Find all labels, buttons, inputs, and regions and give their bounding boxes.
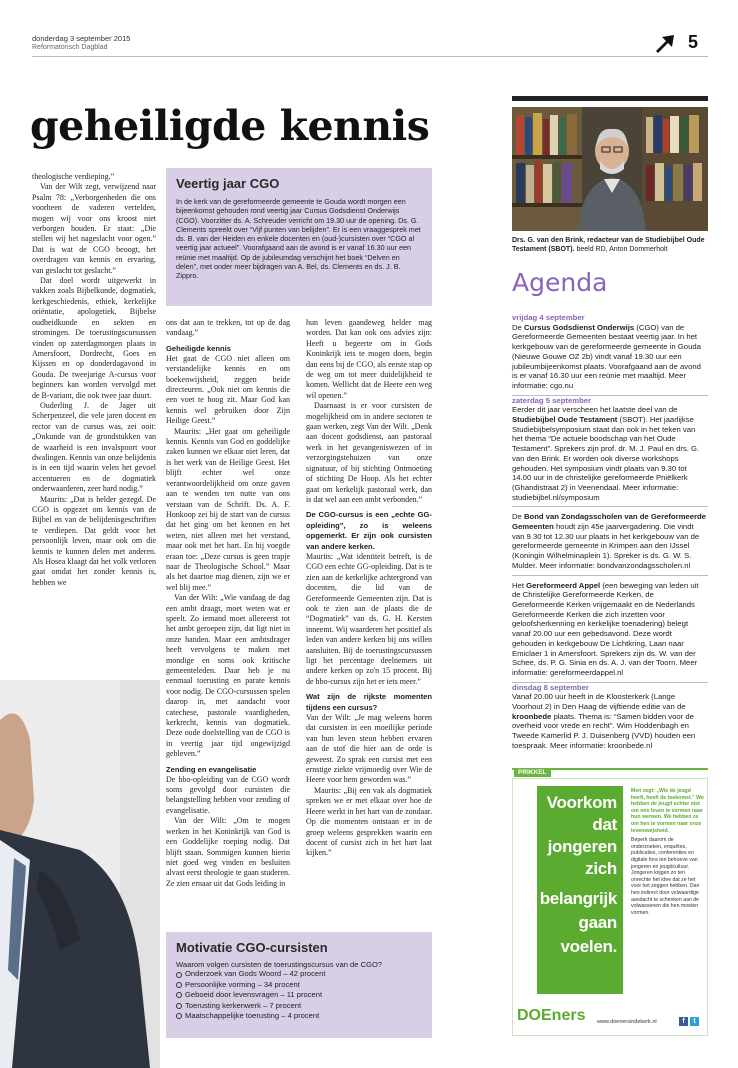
ad-slogan-word: gaan — [578, 913, 617, 932]
paragraph: Maurits: „Het gaat om geheiligde kennis. Kennis van God en goddelijke zaken kunnen we elkaar niet leren, dat is het werk van de Heilige Geest. Het blijft echter wel onze verantwoordelijkheid om onze gaven aan te wenden ten nutte van ons verstaan van de Schrift. Ds. A. F. Honkoop zei bij de start van de cursus dat het ging om het kennen en het weten, niet alleen met het verstand, maar ook met het hart. En hij voegde eraan toe: „Deze cursus is geen trapje naar de Theologische School.” Maar als het daartoe mag dienen, zijn we er wel blij mee.” — [166, 426, 290, 592]
info-box-veertig-jaar — [166, 168, 432, 306]
circle-bullet-icon — [176, 972, 182, 978]
question-bold: De CGO-cursus is een „echte GG-opleiding”, zo is weleens opgemerkt. Er zijn ook cursisten van andere kerken. — [306, 510, 432, 551]
ad-social-icons — [679, 1017, 699, 1026]
agenda-text: Vanaf 20.00 uur heeft in de Kloosterkerk (Lange Voorhout 2) in Den Haag de vijftiende editie van de kroonbede plaats. Thema is: “Samen bidden voor de overheid voor vrede en recht”. Wim Hoddenbagh en Tweede Kamerlid P. J. Duisenberg (VVD) houden een toespraak. Meer informatie: kroonbede.nl — [512, 692, 696, 750]
ad-slogan-word: zich — [585, 859, 617, 878]
ad-url[interactable]: www.doenersindekerk.nl — [597, 1019, 657, 1025]
paragraph: Van der Wilt: „Je mag weleens horen dat cursisten in een moeilijke periode van hun leven steun hebben ervaren aan de stof die hier aan de orde is geweest. Zo sprak een cursist met een ernstige ziekte vrijmoedig over Wie de Heere voor hem geworden was.” — [306, 713, 432, 785]
box-body: In de kerk van de gereformeerde gemeente te Gouda wordt morgen een bijeenkomst gehouden rond veertig jaar Cursus Godsdienst Onderwijs (CGO). Voorzitter ds. A. Schreuder verricht om 19.30 uur de opening. Ds. G. Clements spreekt over “Vijf punten van belijden”. Er is een vraaggesprek met ds. B. van der Heiden en enkele docenten en (oud-)cursisten over “CGO al veertig jaar actueel”. Voorafgaand aan de avond is er vanaf 16.30 uur een reünie met maaltijd. Op de jubileumdag verschijnt het boek “Delven en delen”, met onder meer bijdragen van A. Bel, ds. Clements en ds. J. B. Zippro. — [176, 197, 421, 281]
ad-body — [631, 788, 705, 916]
agenda-list — [512, 313, 708, 755]
doeners-logo: DOEners — [517, 1007, 586, 1024]
paragraph: Maurits: „Dat is helder gezegd. De CGO is opgezet om kennis van de Bijbel en van de belijdenisgeschriften te verdiepen. Dat geldt voor het persoonlijk leven, maar ook om die kennis te kunnen delen met anderen. Als Hosea klaagt dat het volk verloren gaat omdat het zonder kennis is, hebben we — [32, 494, 156, 587]
paragraph: Van der Wilt zegt, verwijzend naar Psalm 78: „Verborgenheden die ons voorheen de vaderen vertelden, mogen wij voor ons kroost niet verborgen houden. Er staat: „Die stellen wij het nageslacht voor ogen.” Dat is wat de CGO beoogt, het overdragen van kennis en ervaring, van geslacht tot geslacht.” — [32, 182, 156, 275]
agenda-date: dinsdag 8 september — [512, 682, 589, 692]
circle-bullet-icon — [176, 1013, 182, 1019]
header-divider — [32, 56, 708, 57]
agenda-text: De Bond van Zondagsscholen van de Gereformeerde Gemeenten houdt zijn 45e jaarvergadering. Die vindt van 9.30 tot 12.30 uur plaats in het kerkgebouw van de gereformeerde gemeente in Krimpen aan den IJssel (Koningin Wilhelminaplein 1). Spreker is ds. G. W. S. Mulder. Meer informatie: bondvanzondagsscholen.nl — [512, 512, 706, 570]
paragraph: De hbo-opleiding van de CGO wordt soms gevolgd door cursisten die belangstelling hebben voor zending of evangelisatie. — [166, 774, 290, 815]
photo-caption — [512, 236, 708, 254]
paragraph: Het gaat de CGO niet alleen om verstandelijke kennis en om boekenwijsheid, zeggen beide directeuren. „Ook niet om kennis die een voet te hoog zit. Maar God kan kennis wel gebruiken door Zijn Heilige Geest.” — [166, 353, 290, 426]
sidebar-photo-van-den-brink — [512, 107, 708, 231]
circle-bullet-icon — [176, 982, 182, 988]
article-photo-portrait — [0, 680, 160, 1068]
subheading: Zending en evangelisatie — [166, 764, 257, 774]
agenda-entry — [512, 507, 708, 575]
box-title: Veertig jaar CGO — [176, 176, 280, 191]
caption-bold: Drs. G. van den Brink, redacteur van de Studiebijbel Oude Testament (SBOT). — [512, 237, 705, 253]
page-number: 5 — [688, 32, 699, 52]
paragraph: Daarnaast is er voor cursisten de mogelijkheid om in andere sectoren te gaan werken, zegt Van der Wilt. „Denk aan docent godsdienst, aan pastoraal werk in het gevangeniswezen of in verzorgingstehuizen van onze signatuur, of bij stichting Ontmoeting of stichting De Hoop. Als het echter gaat om kerkelijk pastoraal werk, dan is dat wel aan een ambt verbonden.” — [306, 401, 432, 504]
caption-credit: beeld RD, Anton Dommerholt — [576, 246, 668, 253]
agenda-text: Het Gereformeerd Appel (een beweging van leden uit de Christelijke Gereformeerde Kerken, de Gereformeerde Kerken vrijgemaakt en de Nederlands Gereformeerde Kerken die zich inzetten voor geloofsherkenning en kerkelijke toenadering) belegt vanaf 20.00 uur een gebedsavond. Deze wordt gehouden in kerkgebouw De Lichtkring, Laan naar Emiclaer 1 in Amersfoort. Sprekers zijn ds. W. van der Schee, ds. P. G. Sinia en ds. A. J. van der Toorn. Meer informatie: gereformeerdappel.nl — [512, 580, 699, 677]
info-box-motivatie — [166, 932, 432, 1038]
x-arrow-icon — [654, 32, 676, 54]
twitter-icon[interactable]: t — [690, 1017, 699, 1026]
ad-slogan-word: jongeren — [547, 837, 617, 856]
ad-paragraph: Beperk daarom de onderzoeken, enquêtes, publicaties, conferenties en digitale fora ten behoeve van jongeren en jeugdcultuur. Jongeren krijgen zo ten onrechte het idee dat ze het voor het zeggen hebben. Dan hen indirect door volwaardige aandacht te schenken aan de volwassenen die hen moeten vormen. — [631, 837, 700, 916]
subheading: Geheiligde kennis — [166, 343, 231, 353]
paragraph: Maurits: „Bij een vak als dogmatiek spreken we er met elkaar over hoe de Heere werkt in het hart van de zondaar. Op die momenten ontstaan er in de groep weleens gesprekken waarin een docent of cursist zich in het hart laat kijken.” — [306, 785, 432, 858]
paragraph: hun leven gaandeweg helder mag worden. Dat kan ook ons advies zijn: Heeft u begeerte om in Gods Koninkrijk iets te mogen doen, begin dan eens bij de CGO, als eerste stap op de weg om tot meer duidelijkheid te komen. Wellicht dat de Heere een weg wil openen.” — [306, 318, 432, 400]
box-question: Waarom volgen cursisten de toerustingscursus van de CGO? — [176, 960, 383, 969]
prikkel-label: PRIKKEL — [514, 768, 551, 777]
agenda-title: Agenda — [512, 268, 608, 297]
agenda-entry — [512, 576, 708, 683]
paragraph: theologische verdieping.” — [32, 172, 115, 181]
newspaper-name: Reformatorisch Dagblad — [32, 44, 108, 51]
paragraph: Maurits: „Wat identiteit betreft, is de CGO een echte GG-opleiding. Dat is te zien aan de kerkelijke achtergrond van docenten, die lid van de Gereformeerde Gemeenten zijn. Dat is ook te zien aan de plaats die de “Dogmatiek” van ds. G. H. Kersten inneemt. Wij waarderen het positief als leden van andere kerken bij ons willen aansluiten. Bij de toerustingscursussen ligt het percentage deelnemers uit andere kerken op zo'n 15 procent. Bij de hbo-cursus zijn het er iets meer.” — [306, 551, 432, 686]
paragraph: Dat doel wordt uitgewerkt in vakken zoals Bijbelkunde, dogmatiek, kerkgeschiedenis, ethiek, kerkelijke oriëntatie, apologetiek, Bijbelse oudheidkunde en sekten en stromingen. De toerustingscursussen vinden op zaterdagmorgen plaats in Amersfoort, Dordrecht, Goes en Kijssen en op donderdagavond in Gouda. De tweejarige A-cursus voor beginners kan worden vervolgd met de B-variant, die ook twee jaar duurt. — [32, 276, 156, 400]
agenda-entry — [512, 313, 708, 396]
question-bold: Wat zijn de rijkste momenten tijdens een cursus? — [306, 692, 432, 712]
circle-bullet-icon — [176, 992, 182, 998]
motivation-list — [176, 969, 422, 1021]
list-item: Toerusting kerkenwerk – 7 procent — [176, 1001, 422, 1011]
facebook-icon[interactable]: f — [679, 1017, 688, 1026]
sidebar-top-bar — [512, 96, 708, 101]
agenda-text: De Cursus Godsdienst Onderwijs (CGO) van de Gereformeerde Gemeenten bestaat veertig jaar. In het kerkgebouw van de gereformeerde gemeente in Gouda (Nieuwe Gouwe OZ 2b) vindt vanaf 19.30 uur een jubileumbijeenkomst plaats. Voorafgaand aan de avond is er vanaf 16.30 uur een reünie met maaltijd. Meer informatie: cgo.nu — [512, 322, 701, 390]
paragraph: Ouderling J. de Jager uit Scherpenzeel, die vele jaren docent en rector van de cursus was, zei ooit: „Onkunde van de grondstukken van de waarheid is een invalspoort voor dwalingen. Kennis van onze belijdenis is in een tijd waarin velen het gevoel accentueren en de dogmatiek onderwaarderen, zeer hard nodig.” — [32, 400, 156, 494]
agenda-entry — [512, 396, 708, 508]
ad-slogan-word: voelen. — [560, 937, 617, 956]
ad-highlight: Men zegt: „Wie de jeugd heeft, heeft de toekomst.” We hebben de jeugd echter niet om ons leven te vormen naar hun wensen. We hebben ze om hen te vormen naar onze levenswijsheid. — [631, 788, 704, 834]
box-title: Motivatie CGO-cursisten — [176, 940, 328, 955]
agenda-text: Eerder dit jaar verscheen het laatste deel van de Studiebijbel Oude Testament (SBOT). Het jaarlijkse Studiebijbelsymposium staat dan ook in het teken van het thema “De actuele boodschap van het Oude Testament”. Sprekers zijn prof. dr. M. J. Paul en drs. G. van den Brink. Er worden ook diverse workshops gehouden. Het symposium vindt plaats van 9.30 tot 14.00 uur in de christelijke gereformeerde Pniëlkerk (Ghandistraat 2) in Veenendaal. Meer informatie: studiebijbel.nl/symposium — [512, 405, 700, 502]
ad-slogan-word: dat — [592, 815, 617, 834]
list-item: Maatschappelijke toerusting – 4 procent — [176, 1011, 422, 1021]
list-item: Geboeid door levensvragen – 11 procent — [176, 990, 422, 1000]
article-headline: geheiligde kennis — [30, 102, 430, 150]
list-item: Persoonlijke vorming – 34 procent — [176, 980, 422, 990]
circle-bullet-icon — [176, 1003, 182, 1009]
issue-date: donderdag 3 september 2015 — [32, 34, 131, 43]
ad-slogan-word: Voorkom — [546, 793, 617, 812]
article-column-1 — [32, 172, 156, 588]
article-column-2 — [166, 318, 290, 889]
agenda-entry — [512, 683, 708, 755]
agenda-date: zaterdag 5 september — [512, 395, 592, 405]
doeners-advertisement — [512, 778, 708, 1036]
article-column-3 — [306, 318, 432, 859]
ad-green-panel — [537, 786, 623, 994]
paragraph: Van der Wilt: „Om te mogen werken in het Koninkrijk van God is een Goddelijke roeping nodig. Dat blijft staan. Sommigen kunnen hierin niet goed weg vinden en besluiten alvast eerst theologie te gaan studeren. Ze zien ernaar uit dat Gods leiding in — [166, 816, 290, 888]
ad-slogan-word: belangrijk — [539, 889, 617, 908]
paragraph: ons dat aan te trekken, tot op de dag vandaag.” — [166, 318, 290, 338]
agenda-date: vrijdag 4 september — [512, 313, 585, 322]
paragraph: Van der Wilt: „Wie vandaag de dag een ambt draagt, moet weten wat er speelt. Zo iemand moet allereerst tot het ambt geroepen zijn, dat ligt niet in onze handen. Maar een ambtsdrager heeft vervolgens te maken met mondige en soms ook kritische gemeenteleden. Daar heb je nu eenmaal toerusting en parate kennis voor nodig. De CGO-cursussen spelen daarop in, met aandacht voor catechese, pastorale vaardigheden, kerkrecht, kennis van dogmatiek. Deze oude doelstelling van de CGO is in veertig jaar tijd ongewijzigd gebleven.” — [166, 593, 290, 759]
list-item: Onderzoek van Gods Woord – 42 procent — [176, 969, 422, 979]
